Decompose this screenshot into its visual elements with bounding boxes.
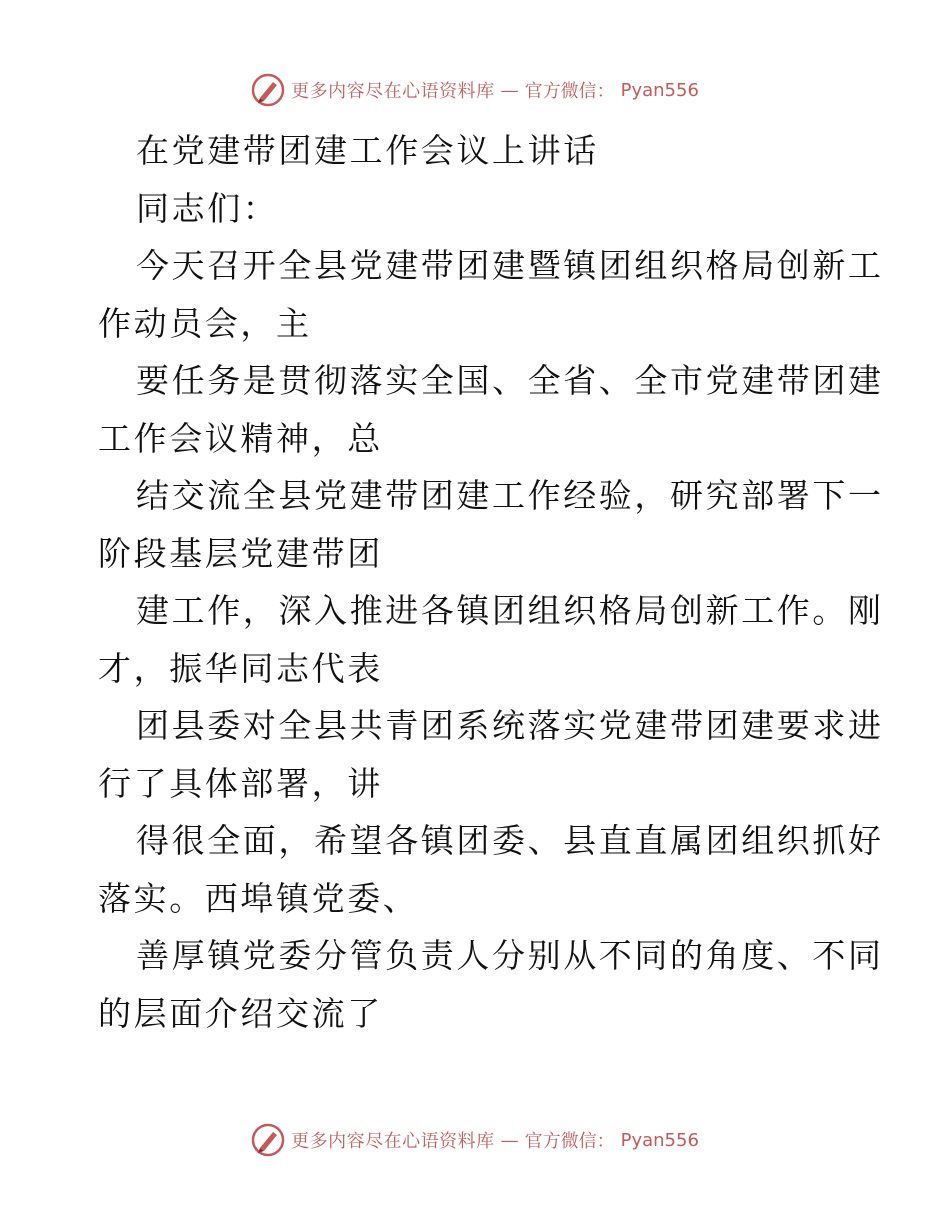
paragraph-line: 得很全面，希望各镇团委、县直直属团组织抓好 xyxy=(136,821,884,860)
paragraph-line: 结交流全县党建带团建工作经验，研究部署下一 xyxy=(136,476,884,515)
paragraph-line: 阶段基层党建带团 xyxy=(98,533,383,573)
watermark-separator: — xyxy=(500,1129,519,1151)
paragraph-line: 今天召开全县党建带团建暨镇团组织格局创新工 xyxy=(136,246,884,285)
header-watermark xyxy=(0,70,950,110)
footer-watermark xyxy=(0,1120,950,1160)
pen-logo-icon xyxy=(251,1123,285,1157)
watermark-text: 更多内容尽在心语资料库 xyxy=(291,1131,495,1152)
watermark-wechat-id: Pyan556 xyxy=(620,1129,699,1151)
paragraph-line: 建工作，深入推进各镇团组织格局创新工作。刚 xyxy=(136,591,884,630)
paragraph-line: 行了具体部署，讲 xyxy=(98,763,383,803)
watermark-separator: — xyxy=(500,79,519,101)
watermark-wechat-label: 官方微信： xyxy=(524,81,615,102)
paragraph-line: 才，振华同志代表 xyxy=(98,648,383,688)
paragraph-line: 的层面介绍交流了 xyxy=(98,993,383,1033)
paragraph-line: 作动员会，主 xyxy=(98,303,312,343)
paragraph-line: 工作会议精神，总 xyxy=(98,418,383,458)
watermark-text: 更多内容尽在心语资料库 xyxy=(291,81,495,102)
document-title: 在党建带团建工作会议上讲话 xyxy=(136,131,599,170)
paragraph-line: 落实。西埠镇党委、 xyxy=(98,878,419,918)
pen-logo-icon xyxy=(251,73,285,107)
watermark-wechat-label: 官方微信： xyxy=(524,1131,615,1152)
paragraph-line: 要任务是贯彻落实全国、全省、全市党建带团建 xyxy=(136,361,884,400)
paragraph-line: 善厚镇党委分管负责人分别从不同的角度、不同 xyxy=(136,936,884,975)
watermark-wechat-id: Pyan556 xyxy=(620,79,699,101)
salutation: 同志们： xyxy=(136,188,279,228)
paragraph-line: 团县委对全县共青团系统落实党建带团建要求进 xyxy=(136,706,884,745)
document-body xyxy=(98,122,884,1042)
